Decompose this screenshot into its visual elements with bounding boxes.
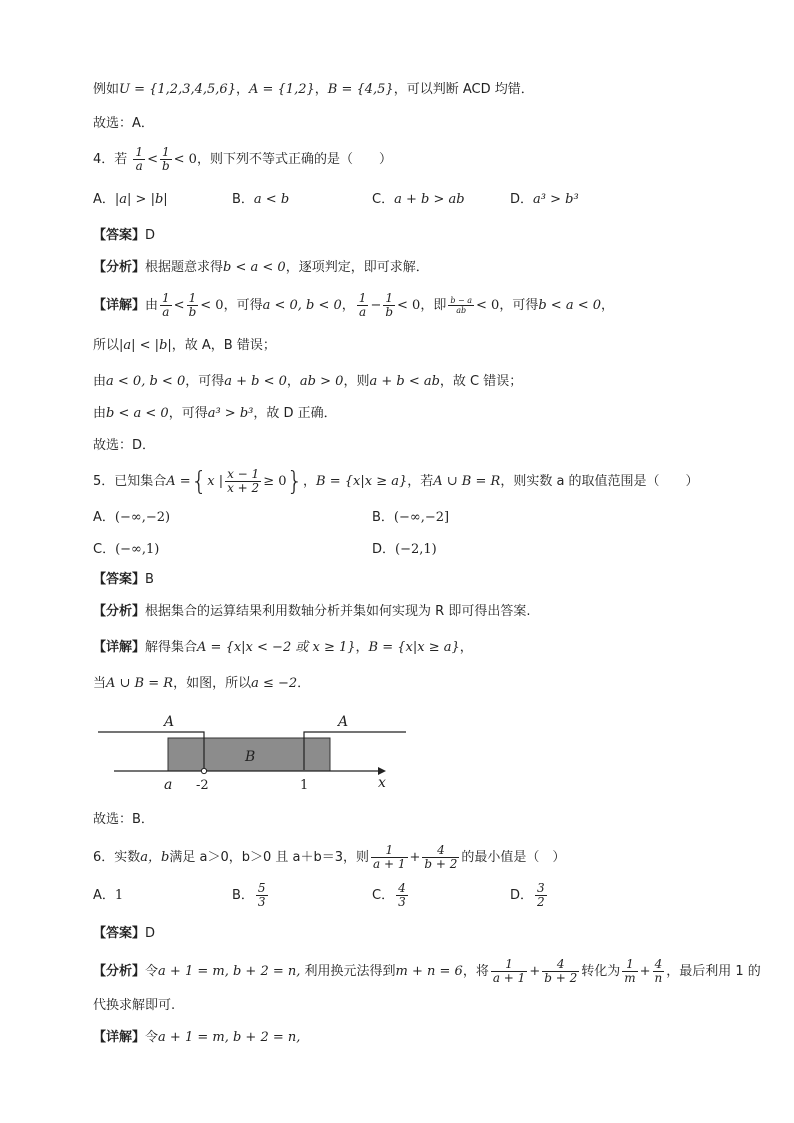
- q5-choice: 故选：B．: [93, 812, 154, 827]
- fraction-1-over-a: $\frac{1}{a}$: [135, 145, 144, 173]
- tick-minus-2: -2: [196, 778, 209, 793]
- question-4-stem: 4．若 $\frac{1}{a}$ < $\frac{1}{b}$ < 0，则下列不等式正确的是（ ）: [93, 145, 392, 173]
- q4-option-a: A．|a| > |b|: [93, 192, 168, 207]
- choice-line-q3: 故选：A．: [93, 116, 154, 131]
- q6-option-d: D． $\frac{3}{2}$: [510, 881, 545, 909]
- q5-answer: 【答案】B: [93, 572, 154, 587]
- q6-option-b: B． $\frac{5}{3}$: [232, 881, 266, 909]
- q6-analysis-line-1: 【分析】令a + 1 = m, b + 2 = n, 利用换元法得到m + n = 6，将 $\frac{1}{a + 1}$ + $\frac{4}{b + 2}$ 转化为 $\frac{1}{m}$ + $\frac{4}{n}$ ，最后利用 1 的: [93, 957, 761, 985]
- label-a-left: A: [164, 714, 175, 730]
- fraction-1-over-b: $\frac{1}{b}$: [161, 145, 170, 173]
- q6-option-c: C． $\frac{4}{3}$: [372, 881, 406, 909]
- q4-detail-line-3: 由a < 0, b < 0，可得a + b < 0，ab > 0，则a + b < ab，故 C 错误；: [93, 374, 523, 389]
- q5-analysis: 【分析】根据集合的运算结果利用数轴分析并集如何实现为 R 即可得出答案.: [93, 604, 531, 619]
- number-line-figure: [90, 708, 410, 798]
- q5-option-b: B．(−∞,−2]: [372, 510, 450, 525]
- open-point-minus-2: [201, 768, 206, 773]
- q4-choice: 故选：D．: [93, 438, 156, 453]
- example-line: 例如U = {1,2,3,4,5,6}，A = {1,2}，B = {4,5}，可以判断 ACD 均错．: [93, 82, 534, 97]
- tick-1: 1: [300, 778, 309, 793]
- axis-arrow-icon: [378, 767, 386, 775]
- label-b: B: [245, 749, 256, 765]
- q5-option-a: A．(−∞,−2): [93, 510, 171, 525]
- q6-option-a: A．1: [93, 888, 124, 903]
- q4-detail-line-2: 所以|a| < |b|，故 A，B 错误；: [93, 338, 276, 353]
- q4-option-d: D．a³ > b³: [510, 192, 579, 207]
- q6-analysis-line-2: 代换求解即可.: [93, 998, 176, 1013]
- q5-detail-line-1: 【详解】解得集合A = {x|x < −2 或 x ≥ 1}，B = {x|x ≥ a}，: [93, 640, 473, 655]
- tick-a: a: [164, 777, 173, 793]
- q6-answer: 【答案】D: [93, 926, 156, 941]
- question-6-stem: 6．实数a，b满足 a＞0，b＞0 且 a＋b＝3，则 $\frac{1}{a + 1}$ + $\frac{4}{b + 2}$ 的最小值是（ ）: [93, 843, 566, 871]
- axis-label-x: x: [378, 775, 386, 791]
- question-5-stem: 5．已知集合A ={x | $\frac{x - 1}{x + 2}$ ≥ 0}，B = {x|x ≥ a}，若A ∪ B = R，则实数 a 的取值范围是（ ）: [93, 466, 699, 497]
- q4-option-c: C．a + b > ab: [372, 192, 465, 207]
- q4-analysis: 【分析】根据题意求得b < a < 0，逐项判定，即可求解．: [93, 260, 429, 275]
- label-a-right: A: [338, 714, 349, 730]
- q5-option-d: D．(−2,1): [372, 542, 437, 557]
- q5-option-c: C．(−∞,1): [93, 542, 160, 557]
- q4-answer: 【答案】D: [93, 228, 156, 243]
- q5-detail-line-2: 当A ∪ B = R，如图，所以a ≤ −2．: [93, 676, 311, 691]
- q4-detail-line-4: 由b < a < 0，可得a³ > b³，故 D 正确．: [93, 406, 337, 421]
- q4-detail-line-1: 【详解】由 $\frac{1}{a}$ < $\frac{1}{b}$ < 0，可得a < 0, b < 0， $\frac{1}{a}$ − $\frac{1}{b}$ < 0，即 $\frac{b - a}{ab}$ < 0，可得b < a < 0，: [93, 291, 615, 319]
- q4-option-b: B．a < b: [232, 192, 290, 207]
- q6-detail: 【详解】令a + 1 = m, b + 2 = n,: [93, 1030, 301, 1045]
